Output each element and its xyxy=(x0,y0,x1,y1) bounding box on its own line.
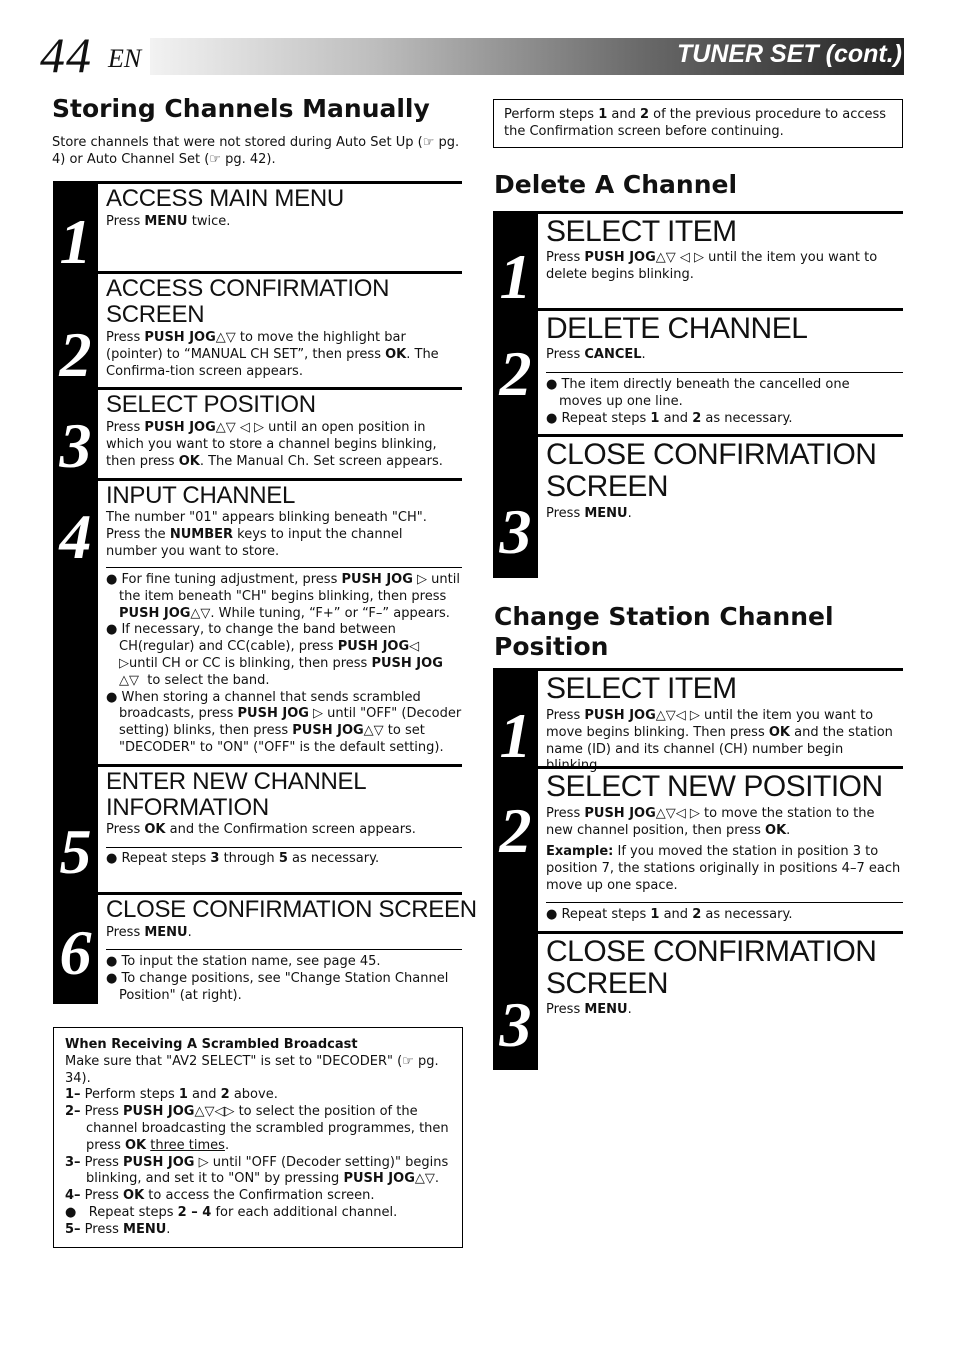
step-title: SELECT POSITION xyxy=(106,391,316,418)
step-body: Press PUSH JOG△▽ ◁ ▷ until an open position in which you want to store a channel begins blinking, then press OK. The Manual Ch. Set screen appears. xyxy=(106,420,443,469)
step-body: Press PUSH JOG△▽ to move the highlight bar (pointer) to “MANUAL CH SET”, then press OK. The Confirma-tion screen appears. xyxy=(106,330,439,379)
list-item: ● For fine tuning adjustment, press PUSH JOG ▷ until the item beneath "CH" begins blinking, then press PUSH JOG△▽. While tuning, “F+” or “F–” appears. xyxy=(106,572,460,621)
step-number: 2 xyxy=(59,319,92,390)
rule xyxy=(538,931,903,934)
rule xyxy=(98,892,462,895)
step-title: ACCESS CONFIRMATION SCREEN xyxy=(106,275,390,328)
step-body: Press MENU twice. xyxy=(106,214,231,229)
list-item: ● The item directly beneath the cancelled one moves up one line. xyxy=(546,377,850,409)
step-body: The number "01" appears blinking beneath "CH". Press the NUMBER keys to input the channel number you want to store. xyxy=(106,510,427,559)
step-number: 6 xyxy=(59,917,92,988)
divider xyxy=(106,847,462,848)
list-item: ● Repeat steps 3 through 5 as necessary. xyxy=(106,851,380,866)
step-body: Press OK and the Confirmation screen appears. xyxy=(106,822,416,837)
step-number: 2 xyxy=(499,795,532,866)
storing-channels-heading: Storing Channels Manually xyxy=(52,94,430,123)
rule xyxy=(98,387,462,390)
list-item: ● Repeat steps 1 and 2 as necessary. xyxy=(546,410,793,426)
step-number: 3 xyxy=(499,989,532,1060)
step-body: Press MENU. xyxy=(546,506,632,521)
divider xyxy=(546,902,903,903)
step-title: ACCESS MAIN MENU xyxy=(106,185,344,212)
step-number: 3 xyxy=(499,496,532,567)
step-body: Press CANCEL. xyxy=(546,347,646,362)
note-title: When Receiving A Scrambled Broadcast xyxy=(65,1037,358,1052)
note-item: 4– Press OK to access the Confirmation screen. xyxy=(65,1188,375,1204)
storing-intro: Store channels that were not stored during Auto Set Up (☞ pg. 4) or Auto Channel Set (☞ pg. 42). xyxy=(52,135,460,167)
step-notes xyxy=(106,954,462,1004)
step-number: 4 xyxy=(59,501,92,572)
list-item: ● Repeat steps 1 and 2 as necessary. xyxy=(546,907,793,922)
step-notes xyxy=(106,851,462,868)
step-body: Press MENU. xyxy=(106,925,192,940)
step-title: SELECT ITEM xyxy=(546,215,737,248)
list-item: ● When storing a channel that sends scrambled broadcasts, press PUSH JOG ▷ until "OFF" (Decoder setting) blinks, then press PUSH JOG△▽ to set "DECODER" to "ON" ("OFF" is the default setting). xyxy=(106,689,462,755)
step-title: CLOSE CONFIRMATION SCREEN xyxy=(106,896,477,923)
step-title: SELECT ITEM xyxy=(546,672,737,705)
rule xyxy=(538,308,903,311)
step-title: INPUT CHANNEL xyxy=(106,482,296,509)
change-step-bar xyxy=(493,668,538,1070)
section-title: TUNER SET (cont.) xyxy=(677,40,902,68)
page-number: 44 xyxy=(40,27,92,83)
divider xyxy=(106,567,462,568)
rule xyxy=(538,766,903,769)
step-example: Example: If you moved the station in position 3 to position 7, the stations originally in positions 4–7 each move up one space. xyxy=(546,844,901,893)
step-number: 2 xyxy=(499,338,532,409)
note-item: 5– Press MENU. xyxy=(65,1221,171,1237)
step-number: 1 xyxy=(499,241,532,312)
rule xyxy=(98,478,462,481)
list-item: ● To input the station name, see page 45. xyxy=(106,954,381,969)
divider xyxy=(546,372,903,373)
prerequisite-box xyxy=(493,99,903,148)
step-title: CLOSE CONFIRMATION SCREEN xyxy=(546,935,877,1000)
change-position-heading: Change Station Channel Position xyxy=(494,602,834,661)
divider xyxy=(106,949,462,950)
list-item: ● If necessary, to change the band between CH(regular) and CC(cable), press PUSH JOG◁ ▷until CH or CC is blinking, then press PUSH JOG △▽ to select the band. xyxy=(106,622,443,688)
step-body: Press MENU. xyxy=(546,1002,632,1017)
page-language: EN xyxy=(108,44,142,73)
rule xyxy=(98,181,462,184)
step-title: DELETE CHANNEL xyxy=(546,312,808,345)
step-number: 1 xyxy=(499,700,532,771)
step-body: Press PUSH JOG△▽ ◁ ▷ until the item you want to delete begins blinking. xyxy=(546,250,878,282)
prerequisite-text: Perform steps 1 and 2 of the previous procedure to access the Confirmation screen before continuing. xyxy=(504,107,887,139)
step-title: SELECT NEW POSITION xyxy=(546,770,883,803)
step-number: 5 xyxy=(59,816,92,887)
note-item: 1– Perform steps 1 and 2 above. xyxy=(65,1087,278,1103)
step-title: CLOSE CONFIRMATION SCREEN xyxy=(546,438,877,503)
step-number: 3 xyxy=(59,410,92,481)
note-intro: Make sure that "AV2 SELECT" is set to "DECODER" (☞ pg. 34). xyxy=(65,1053,439,1086)
rule xyxy=(98,764,462,767)
note-item: 2– Press PUSH JOG△▽◁▷ to select the position of the channel broadcasting the scrambled programmes, then press OK three times. xyxy=(65,1104,449,1153)
list-item: ● To change positions, see "Change Station Channel Position" (at right). xyxy=(106,970,449,1003)
step-body: Press PUSH JOG△▽◁ ▷ to move the station to the new channel position, then press OK. xyxy=(546,806,875,838)
step-body: Press PUSH JOG△▽◁ ▷ until the item you want to move begins blinking. Then press OK and the station name (ID) and its channel (CH) number begin xyxy=(546,708,893,757)
delete-step-bar xyxy=(493,211,538,578)
delete-channel-heading: Delete A Channel xyxy=(494,170,738,199)
step-notes xyxy=(546,377,896,427)
note-item: ● Repeat steps 2 – 4 for each additional channel. xyxy=(65,1204,398,1220)
step-number: 1 xyxy=(59,206,92,277)
step-notes xyxy=(106,572,462,757)
rule xyxy=(538,211,903,214)
rule xyxy=(538,668,903,671)
step-notes xyxy=(546,907,896,924)
rule xyxy=(538,434,903,437)
scrambled-broadcast-note xyxy=(53,1027,463,1248)
rule xyxy=(98,271,462,274)
note-item: 3– Press PUSH JOG ▷ until "OFF (Decoder setting)" begins blinking, and set it to "ON" by pressing PUSH JOG△▽. xyxy=(65,1154,449,1187)
left-step-bar xyxy=(53,181,98,1004)
step-title: ENTER NEW CHANNEL INFORMATION xyxy=(106,768,366,821)
